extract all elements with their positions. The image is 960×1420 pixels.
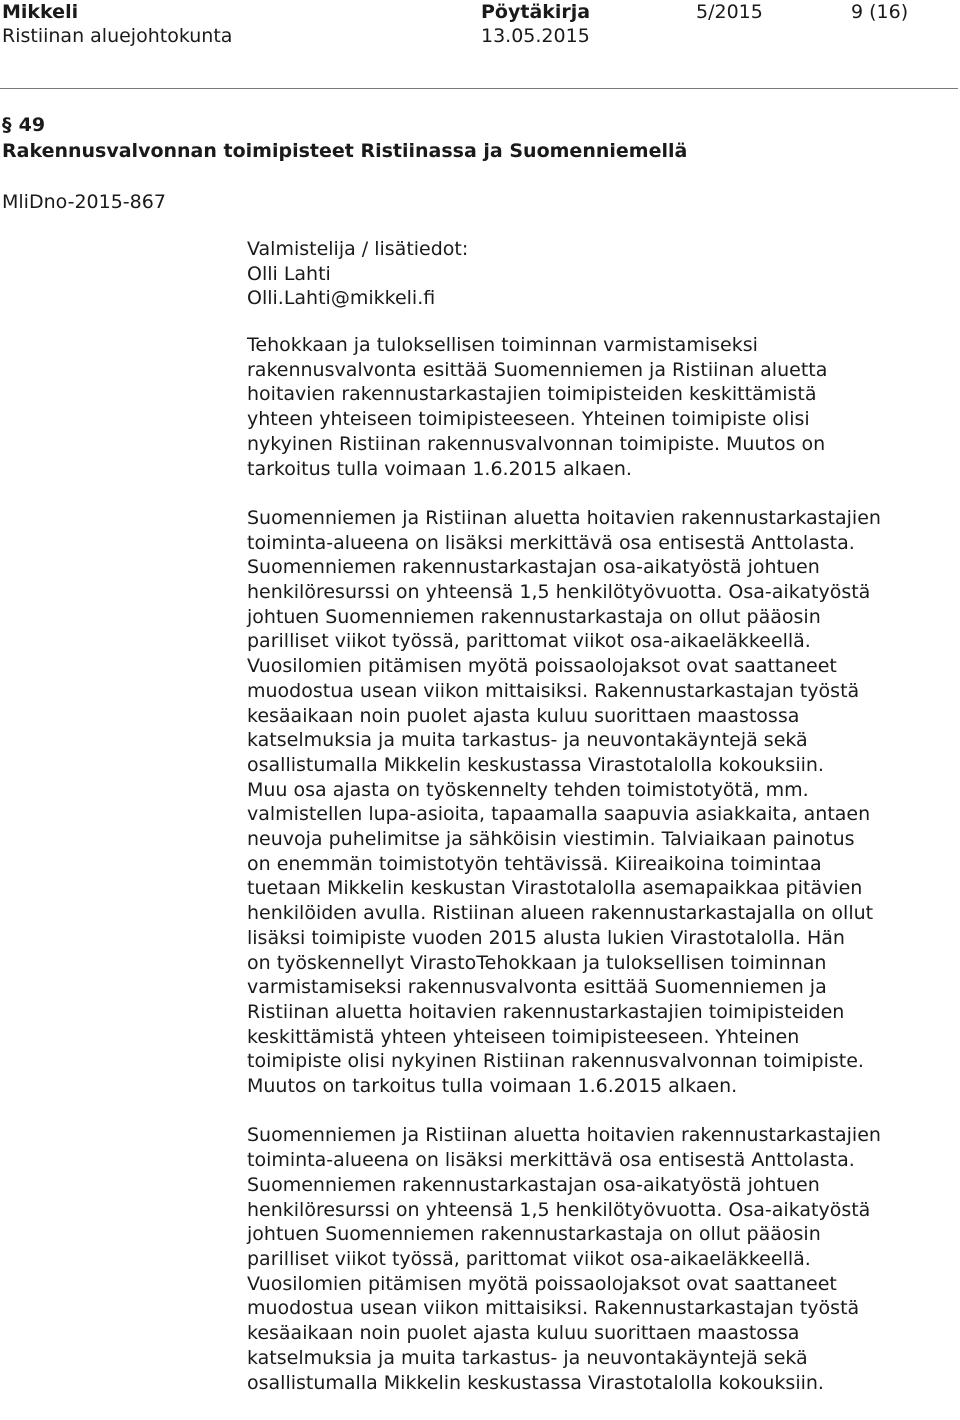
paragraph-line: osallistumalla Mikkelin keskustassa Virastotalolla kokouksiin.: [247, 753, 824, 776]
paragraph-line: lisäksi toimipiste vuoden 2015 alusta lukien Virastotalolla. Hän: [247, 926, 845, 949]
section-heading: [2, 112, 687, 164]
meeting-date: 13.05.2015: [481, 25, 590, 47]
preparer-info: [247, 237, 468, 311]
preparer-label: Valmistelija / lisätiedot:: [247, 238, 469, 260]
paragraph-line: on enemmän toimistotyön tehtävissä. Kiireaikoina toimintaa: [247, 852, 822, 875]
paragraph-line: kesäaikaan noin puolet ajasta kuluu suorittaen maastossa: [247, 1322, 800, 1345]
organization-name: Mikkeli: [2, 1, 79, 23]
paragraph-line: henkilöiden avulla. Ristiinan alueen rakennustarkastajalla on ollut: [247, 902, 874, 925]
paragraph-line: katselmuksia ja muita tarkastus- ja neuvontakäyntejä sekä: [247, 729, 808, 752]
paragraph-line: on työskennellyt VirastoTehokkaan ja tuloksellisen toiminnan: [247, 951, 827, 974]
paragraph-line: valmistellen lupa-asioita, tapaamalla saapuvia asiakkaita, antaen: [247, 803, 871, 826]
paragraph-line: tarkoitus tulla voimaan 1.6.2015 alkaen.: [247, 457, 632, 480]
section-symbol: §: [2, 114, 12, 136]
page-number: 9 (16): [851, 1, 909, 23]
paragraph-line: osallistumalla Mikkelin keskustassa Virastotalolla kokouksiin.: [247, 1371, 824, 1394]
paragraph-line: kesäaikaan noin puolet ajasta kuluu suorittaen maastossa: [247, 704, 800, 727]
paragraph-line: Ristiinan aluetta hoitavien rakennustarkastajien toimipisteiden: [247, 1000, 845, 1023]
paragraph: [247, 1123, 947, 1395]
paragraph-line: toimipiste olisi nykyinen Ristiinan rakennusvalvonnan toimipiste.: [247, 1050, 864, 1073]
paragraph: [247, 506, 947, 1099]
paragraph-line: Muutos on tarkoitus tulla voimaan 1.6.2015 alkaen.: [247, 1075, 738, 1098]
paragraph-line: Muu osa ajasta on työskennelty tehden toimistotyötä, mm.: [247, 778, 809, 801]
paragraph-line: johtuen Suomenniemen rakennustarkastaja on ollut pääosin: [247, 1223, 821, 1246]
preparer-email[interactable]: Olli.Lahti@mikkeli.fi: [247, 287, 436, 309]
paragraph-line: hoitavien rakennustarkastajien toimipisteiden keskittämistä: [247, 383, 817, 406]
paragraph-line: henkilöresurssi on yhteensä 1,5 henkilötyövuotta. Osa-aikatyöstä: [247, 581, 871, 604]
paragraph-line: johtuen Suomenniemen rakennustarkastaja on ollut pääosin: [247, 605, 821, 628]
meeting-number: 5/2015: [696, 1, 763, 23]
paragraph-line: Suomenniemen ja Ristiinan aluetta hoitavien rakennustarkastajien: [247, 506, 881, 529]
preparer-name: Olli Lahti: [247, 262, 331, 285]
body-text: [247, 333, 947, 1420]
paragraph-line: toiminta-alueena on lisäksi merkittävä osa entisestä Anttolasta.: [247, 531, 855, 554]
paragraph: [247, 333, 947, 481]
paragraph-line: Suomenniemen rakennustarkastajan osa-aikatyöstä johtuen: [247, 556, 820, 579]
paragraph-line: Tehokkaan ja tuloksellisen toiminnan varmistamiseksi: [247, 334, 758, 356]
document-type: Pöytäkirja: [481, 1, 591, 23]
paragraph-line: Vuosilomien pitämisen myötä poissaolojaksot ovat saattaneet: [247, 1272, 837, 1295]
record-number: MliDno-2015-867: [2, 191, 166, 213]
paragraph-line: tuetaan Mikkelin keskustan Virastotalolla asemapaikkaa pitävien: [247, 877, 863, 900]
paragraph-line: keskittämistä yhteen yhteiseen toimipisteeseen. Yhteinen: [247, 1025, 800, 1048]
paragraph-line: nykyinen Ristiinan rakennusvalvonnan toimipiste. Muutos on: [247, 432, 826, 455]
paragraph-line: katselmuksia ja muita tarkastus- ja neuvontakäyntejä sekä: [247, 1346, 808, 1369]
section-number: 49: [18, 114, 46, 136]
paragraph-line: Vuosilomien pitämisen myötä poissaolojaksot ovat saattaneet: [247, 655, 837, 678]
section-title: Rakennusvalvonnan toimipisteet Ristiinassa ja Suomenniemellä: [2, 140, 688, 162]
paragraph-line: toiminta-alueena on lisäksi merkittävä osa entisestä Anttolasta.: [247, 1149, 855, 1172]
header-divider: [0, 88, 958, 89]
paragraph-line: parilliset viikot työssä, parittomat viikot osa-aikaeläkkeellä.: [247, 1247, 811, 1270]
paragraph-line: varmistamiseksi rakennusvalvonta esittää Suomenniemen ja: [247, 976, 827, 999]
paragraph-line: henkilöresurssi on yhteensä 1,5 henkilötyövuotta. Osa-aikatyöstä: [247, 1198, 871, 1221]
paragraph-line: muodostua usean viikon mittaisiksi. Rakennustarkastajan työstä: [247, 679, 860, 702]
paragraph-line: yhteen yhteiseen toimipisteeseen. Yhteinen toimipiste olisi: [247, 408, 810, 431]
paragraph-line: parilliset viikot työssä, parittomat viikot osa-aikaeläkkeellä.: [247, 630, 811, 653]
paragraph-line: neuvoja puhelimitse ja sähköisin viestimin. Talviaikaan painotus: [247, 828, 855, 851]
paragraph-line: Suomenniemen ja Ristiinan aluetta hoitavien rakennustarkastajien: [247, 1124, 881, 1147]
page-header: [0, 0, 960, 50]
paragraph-line: rakennusvalvonta esittää Suomenniemen ja Ristiinan aluetta: [247, 358, 828, 381]
body-name: Ristiinan aluejohtokunta: [2, 25, 233, 47]
paragraph-line: muodostua usean viikon mittaisiksi. Rakennustarkastajan työstä: [247, 1297, 860, 1320]
paragraph-line: Suomenniemen rakennustarkastajan osa-aikatyöstä johtuen: [247, 1173, 820, 1196]
